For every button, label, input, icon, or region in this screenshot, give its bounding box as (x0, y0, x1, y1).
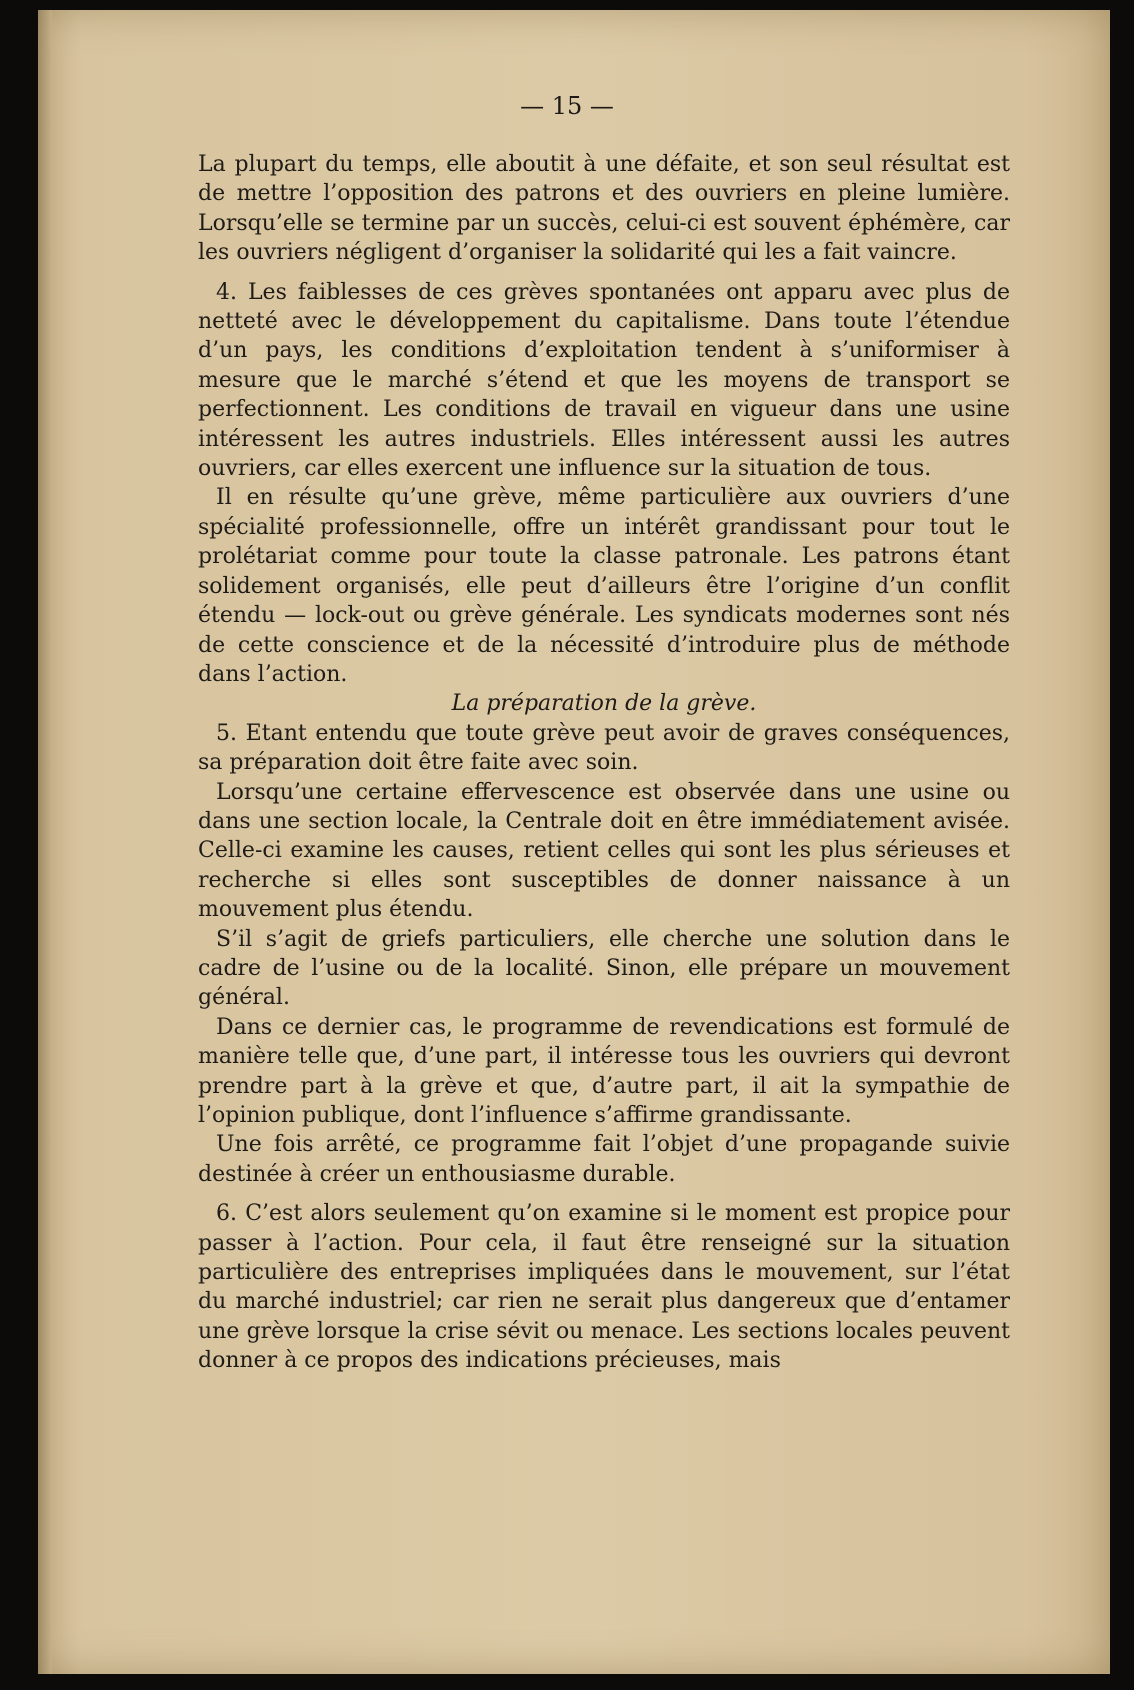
body-text (198, 150, 1010, 1376)
section-heading: La préparation de la grève. (451, 691, 757, 717)
paragraph: S’il s’agit de griefs particuliers, elle cherche une solution dans le cadre de l’usine ou de la localité. Sinon, elle prépare un mouvement général. (198, 926, 1010, 1011)
paragraph: Dans ce dernier cas, le programme de revendications est formulé de manière telle que, d’une part, il intéresse tous les ouvriers qui devront prendre part à la grève et que, d’autre part, il ait la sympathie de l’opinion publique, dont l’influence s’affirme grandissante. (198, 1014, 1010, 1128)
paragraph: Lorsqu’une certaine effervescence est observée dans une usine ou dans une section locale, la Centrale doit en être immédiatement avisée. Celle-ci examine les causes, retient celles qui sont les plus sérieuses et recherche si elles sont susceptibles de donner naissance à un mouvement plus étendu. (198, 779, 1010, 923)
paragraph: 5. Etant entendu que toute grève peut avoir de graves conséquences, sa préparation doit être faite avec soin. (198, 720, 1010, 776)
paragraph: 4. Les faiblesses de ces grèves spontanées ont apparu avec plus de netteté avec le développement du capitalisme. Dans toute l’étendue d’un pays, les conditions d’exploitation tendent à s’uniformiser à mesure que le marché s’étend et que les moyens de transport se perfectionnent. Les conditions de travail en vigueur dans une usine intéressent les autres industriels. Elles intéressent aussi les autres ouvriers, car elles exercent une influence sur la situation de tous. (198, 279, 1010, 482)
paragraph: La plupart du temps, elle aboutit à une défaite, et son seul résultat est de mettre l’opposition des patrons et des ouvriers en pleine lumière. Lorsqu’elle se termine par un succès, celui-ci est souvent éphémère, car les ouvriers négligent d’organiser la solidarité qui les a fait vaincre. (198, 152, 1010, 266)
page-number: — 15 — (520, 92, 614, 120)
paragraph: Une fois arrêté, ce programme fait l’objet d’une propagande suivie destinée à créer un enthousiasme durable. (198, 1132, 1010, 1187)
paragraph: Il en résulte qu’une grève, même particulière aux ouvriers d’une spécialité professionnelle, offre un intérêt grandissant pour tout le prolétariat comme pour toute la classe patronale. Les patrons étant solidement organisés, elle peut d’ailleurs être l’origine d’un conflit étendu — lock-out ou grève générale. Les syndicats modernes sont nés de cette conscience et de la nécessité d’introduire plus de méthode dans l’action. (198, 485, 1010, 687)
page-spine-shadow (38, 10, 52, 1674)
paragraph: 6. C’est alors seulement qu’on examine si le moment est propice pour passer à l’action. Pour cela, il faut être renseigné sur la situation particulière des entreprises impliquées dans le mouvement, sur l’état du marché industriel; car rien ne serait plus dangereux que d’entamer une grève lorsque la crise sévit ou menace. Les sections locales peuvent donner à ce propos des indications précieuses, mais (198, 1201, 1010, 1374)
